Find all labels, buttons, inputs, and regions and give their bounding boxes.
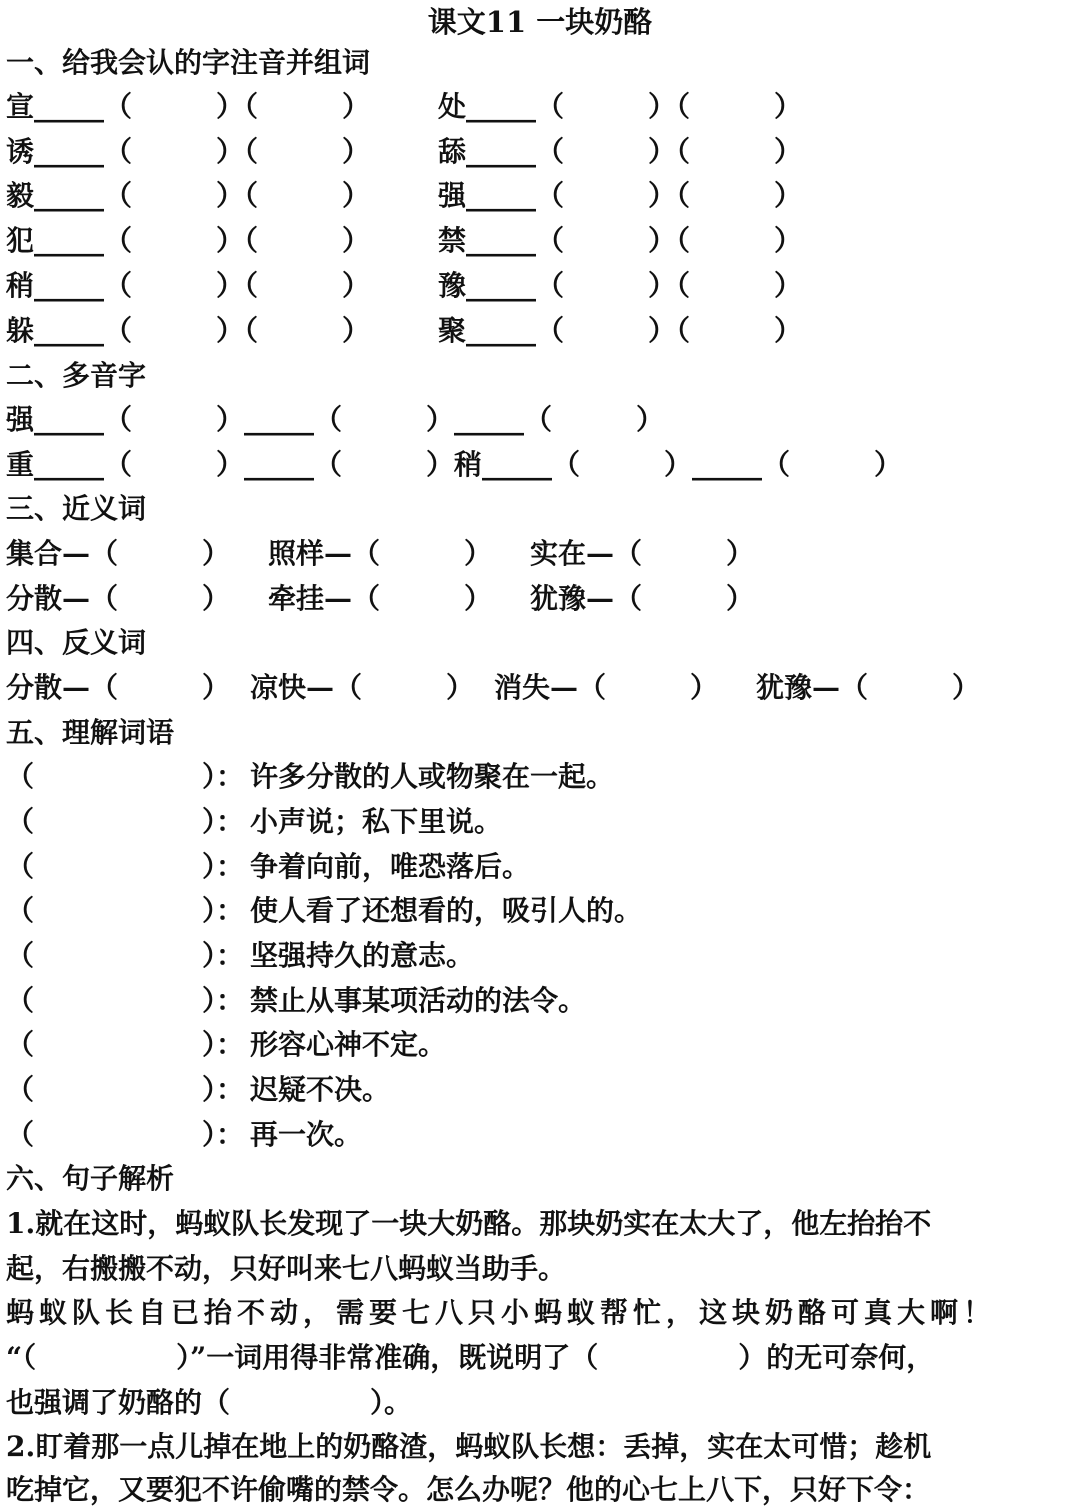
page-title: 课文11 一块奶酪 [427,5,653,39]
answer-blank[interactable]: （ ）： [6,939,245,972]
answer-blank[interactable]: （ ）： [6,760,245,793]
sentence-line: 蚂蚁队长自已抬不动，需要七八只小蚂蚁帮忙，这块奶酪可真大啊！ [6,1296,997,1329]
definition-row [6,934,1072,978]
answer-blank[interactable]: （ ）： [6,894,245,927]
definition-row [6,979,1072,1023]
antonym-row [6,666,1072,710]
polyphone-row[interactable]: 重_____（ ）_____（ ）稍_____（ ）_____（ ） [6,448,903,481]
definition-row [6,1068,1072,1112]
definition-text: 禁止从事某项活动的法令。 [250,984,587,1017]
definition-text: 小声说；私下里说。 [250,805,503,838]
definition-row [6,845,1072,889]
pinyin-row [6,85,1072,129]
pinyin-item[interactable]: 稍_____（ ）（ ） [6,269,371,302]
sentence-fill-line[interactable]: 也强调了奶酪的（ ）。 [6,1386,413,1419]
pinyin-row [6,130,1072,174]
pinyin-item[interactable]: 禁_____（ ）（ ） [438,224,803,257]
section-3-heading: 三、近义词 [6,492,147,525]
definition-text: 坚强持久的意志。 [250,939,475,972]
definition-text: 再一次。 [250,1118,363,1151]
pinyin-item[interactable]: 聚_____（ ）（ ） [438,314,803,347]
synonym-item[interactable]: 照样—（ ） [268,537,493,570]
sentence-line: 1.就在这时，蚂蚁队长发现了一块大奶酪。那块奶实在太大了，他左抬抬不 [6,1207,932,1240]
pinyin-item[interactable]: 强_____（ ）（ ） [438,179,803,212]
pinyin-item[interactable]: 豫_____（ ）（ ） [438,269,803,302]
definition-row [6,755,1072,799]
pinyin-item[interactable]: 宣_____（ ）（ ） [6,90,371,123]
sentence-line: 吃掉它，又要犯不许偷嘴的禁令。怎么办呢？他的心七上八下，只好下令： [6,1473,931,1506]
definition-row [6,800,1072,844]
section-6-heading: 六、句子解析 [6,1162,175,1195]
synonym-item[interactable]: 牵挂—（ ） [268,582,493,615]
section-2-heading: 二、多音字 [6,359,147,392]
definition-text: 许多分散的人或物聚在一起。 [250,760,615,793]
sentence-line: 2.盯着那一点儿掉在地上的奶酪渣，蚂蚁队长想：丢掉，实在太可惜；趁机 [6,1430,932,1463]
pinyin-item[interactable]: 躲_____（ ）（ ） [6,314,371,347]
pinyin-item[interactable]: 犯_____（ ）（ ） [6,224,371,257]
definition-row [6,1113,1072,1157]
pinyin-row [6,174,1072,218]
definition-row [6,889,1072,933]
pinyin-item[interactable]: 舔_____（ ）（ ） [438,135,803,168]
antonym-item[interactable]: 犹豫—（ ） [756,671,981,704]
synonym-item[interactable]: 犹豫—（ ） [530,582,755,615]
sentence-line: 起，右搬搬不动，只好叫来七八蚂蚁当助手。 [6,1252,567,1285]
definition-text: 争着向前，唯恐落后。 [250,850,531,883]
answer-blank[interactable]: （ ）： [6,805,245,838]
sentence-fill-line[interactable]: “（ ）”一词用得非常准确，既说明了（ ）的无可奈何， [6,1341,935,1374]
answer-blank[interactable]: （ ）： [6,850,245,883]
section-5-heading: 五、理解词语 [6,716,175,749]
pinyin-row [6,264,1072,308]
definition-text: 使人看了还想看的，吸引人的。 [250,894,643,927]
pinyin-row [6,219,1072,263]
answer-blank[interactable]: （ ）： [6,984,245,1017]
pinyin-item[interactable]: 诱_____（ ）（ ） [6,135,371,168]
antonym-item[interactable]: 凉快—（ ） [250,671,475,704]
pinyin-item[interactable]: 毅_____（ ）（ ） [6,179,371,212]
synonym-row [6,532,1072,576]
polyphone-row[interactable]: 强_____（ ）_____（ ）_____（ ） [6,403,665,436]
antonym-item[interactable]: 消失—（ ） [494,671,719,704]
pinyin-row [6,309,1072,353]
section-1-heading: 一、给我会认的字注音并组词 [6,46,371,79]
synonym-item[interactable]: 集合—（ ） [6,537,231,570]
definition-text: 形容心神不定。 [250,1028,447,1061]
antonym-item[interactable]: 分散—（ ） [6,671,231,704]
section-4-heading: 四、反义词 [6,626,147,659]
pinyin-item[interactable]: 处_____（ ）（ ） [438,90,803,123]
answer-blank[interactable]: （ ）： [6,1118,245,1151]
answer-blank[interactable]: （ ）： [6,1028,245,1061]
synonym-item[interactable]: 分散—（ ） [6,582,231,615]
synonym-row [6,577,1072,621]
definition-text: 迟疑不决。 [250,1073,391,1106]
answer-blank[interactable]: （ ）： [6,1073,245,1106]
definition-row [6,1023,1072,1067]
synonym-item[interactable]: 实在—（ ） [530,537,755,570]
